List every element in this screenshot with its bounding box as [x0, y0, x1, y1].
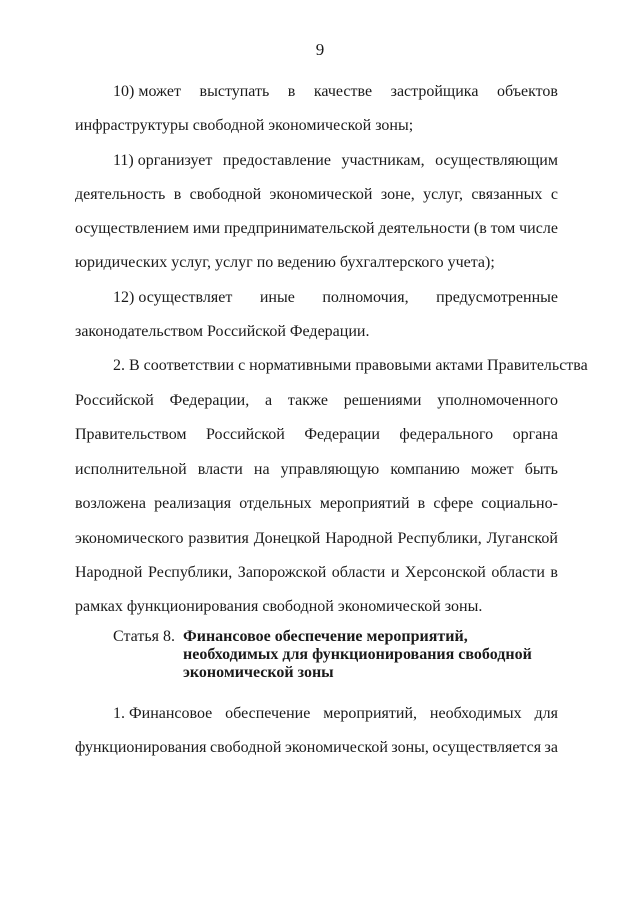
- word: области: [331, 564, 386, 581]
- word: быть: [524, 461, 558, 478]
- text-line: [75, 529, 558, 549]
- word: Запорожской: [237, 564, 327, 581]
- text-line: инфраструктуры свободной экономической зоны;: [75, 117, 414, 134]
- text-line: [75, 563, 558, 583]
- word: Российской: [206, 426, 285, 443]
- word: экономической: [284, 739, 388, 756]
- word: решениями: [343, 392, 422, 409]
- text-line-item-12: [113, 288, 558, 308]
- word: социально-: [481, 495, 558, 512]
- word: участникам,: [341, 152, 425, 169]
- word: Народной: [75, 564, 143, 581]
- word: деятельность: [75, 186, 166, 203]
- word: предоставление: [222, 152, 331, 169]
- word: также: [287, 392, 328, 409]
- text-line: рамках функционирования свободной экономической зоны.: [75, 598, 483, 615]
- article-title: Финансовое обеспечение мероприятий, необходимых для функционирования свободной экономической зоны: [183, 628, 532, 681]
- word: Народной: [325, 530, 393, 547]
- word: Правительством: [75, 426, 187, 443]
- word: осуществлением: [75, 220, 189, 237]
- word: функционирования: [75, 739, 207, 756]
- word: сфере: [433, 495, 474, 512]
- word: предусмотренные: [436, 289, 558, 306]
- word: Федерации,: [169, 392, 250, 409]
- text-line: [75, 425, 558, 445]
- word: предпринимательской: [223, 220, 375, 237]
- word: области: [491, 564, 545, 581]
- text-line: законодательством Российской Федерации.: [75, 323, 370, 340]
- text-line: [75, 185, 558, 205]
- word: может: [470, 461, 514, 478]
- word: осуществляющим: [435, 152, 558, 169]
- word: возложена: [75, 495, 146, 512]
- word: 1. Финансовое: [113, 705, 213, 722]
- word: необходимых: [429, 705, 522, 722]
- word: обеспечение: [225, 705, 311, 722]
- word: 11) организует: [113, 152, 213, 169]
- word: иные: [259, 289, 295, 306]
- word: ими: [192, 220, 221, 237]
- word: Республики,: [397, 530, 482, 547]
- word: объектов: [496, 83, 558, 100]
- word: в: [173, 186, 182, 203]
- word: выступать: [199, 83, 270, 100]
- word: 12) осуществляет: [113, 289, 233, 306]
- word: органа: [512, 426, 558, 443]
- word: качестве: [313, 83, 373, 100]
- text-line-item-10: [113, 82, 558, 102]
- word: услуг,: [423, 186, 463, 203]
- word: в: [417, 495, 426, 512]
- word: управляющую: [280, 461, 380, 478]
- word: отдельных: [239, 495, 312, 512]
- text-line-paragraph-1: [113, 704, 558, 724]
- word: застройщика: [390, 83, 479, 100]
- text-line: [75, 219, 558, 239]
- text-line: [75, 738, 558, 758]
- word: полномочия,: [322, 289, 409, 306]
- word: власти: [197, 461, 243, 478]
- word: связанных: [471, 186, 543, 203]
- word: 10) может: [113, 83, 181, 100]
- word: федерального: [399, 426, 494, 443]
- text-line: [75, 391, 558, 411]
- word: в: [287, 83, 296, 100]
- word: Российской: [75, 392, 154, 409]
- word: Федерации: [304, 426, 380, 443]
- word: числе: [519, 220, 558, 237]
- word: Луганской: [486, 530, 558, 547]
- word: Донецкой: [253, 530, 321, 547]
- word: мероприятий,: [323, 705, 418, 722]
- word: в: [550, 564, 558, 581]
- word: и: [390, 564, 400, 581]
- word: на: [253, 461, 270, 478]
- word: осуществляется: [432, 739, 542, 756]
- word: зоне,: [380, 186, 415, 203]
- word: Республики,: [148, 564, 233, 581]
- text-line: юридических услуг, услуг по ведению бухгалтерского учета);: [75, 254, 495, 271]
- word: компанию: [390, 461, 460, 478]
- word: зоны,: [391, 739, 429, 756]
- word: (в: [473, 220, 487, 237]
- text-line: [75, 460, 558, 480]
- word: деятельности: [378, 220, 470, 237]
- word: исполнительной: [75, 461, 187, 478]
- word: экономической: [269, 186, 373, 203]
- word: экономического: [75, 530, 184, 547]
- text-line-paragraph-2: 2. В соответствии с нормативными правовыми актами Правительства: [113, 357, 588, 374]
- page-number: 9: [315, 40, 325, 59]
- word: развития: [188, 530, 249, 547]
- word: уполномоченного: [437, 392, 558, 409]
- word: Херсонской: [404, 564, 486, 581]
- text-line: [75, 494, 558, 514]
- article-label: Статья 8.: [113, 628, 175, 645]
- word: для: [534, 705, 558, 722]
- word: свободной: [189, 186, 262, 203]
- text-line-item-11: [113, 151, 558, 171]
- word: мероприятий: [319, 495, 410, 512]
- word: свободной: [209, 739, 282, 756]
- word: с: [550, 186, 558, 203]
- word: за: [544, 739, 558, 756]
- word: реализация: [154, 495, 232, 512]
- word: том: [490, 220, 516, 237]
- word: а: [265, 392, 273, 409]
